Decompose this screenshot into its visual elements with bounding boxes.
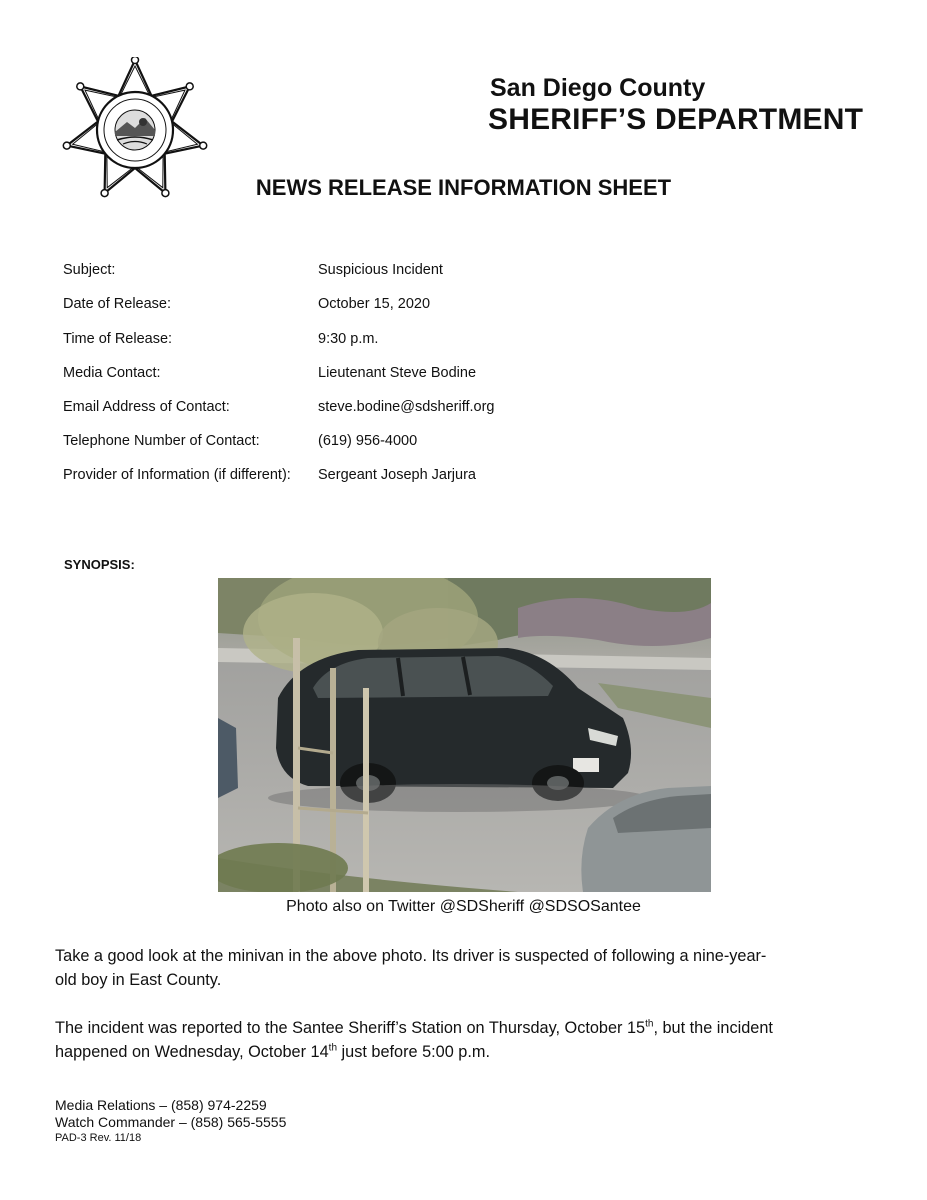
document-title: NEWS RELEASE INFORMATION SHEET [255,175,672,200]
paragraph-line [55,1016,865,1040]
info-label: Time of Release: [63,331,173,347]
footer-media-relations: Media Relations – (858) 974-2259 [55,1097,267,1113]
org-name-line1: San Diego County [490,74,706,102]
body-paragraph-1 [55,944,865,992]
text-span: , but the incident [653,1019,773,1037]
minivan-photo [218,578,711,892]
footer-watch-commander: Watch Commander – (858) 565-5555 [55,1114,287,1130]
paragraph-line [55,1040,865,1064]
info-label: Provider of Information (if different): [63,467,291,483]
info-label: Email Address of Contact: [63,399,230,415]
ordinal-suffix: th [645,1018,654,1030]
photo-caption: Photo also on Twitter @SDSheriff @SDSOSantee [286,898,641,915]
info-label: Subject: [63,262,116,278]
paragraph-line: Take a good look at the minivan in the above photo. Its driver is suspected of following a nine-year- [55,947,767,965]
info-value: Sergeant Joseph Jarjura [318,467,476,483]
synopsis-label: SYNOPSIS: [64,557,135,572]
info-value: 9:30 p.m. [318,331,379,347]
info-value[interactable]: steve.bodine@sdsheriff.org [318,399,495,415]
info-value: Suspicious Incident [318,262,443,278]
info-value: (619) 956-4000 [318,433,418,449]
info-value: Lieutenant Steve Bodine [318,365,477,381]
body-paragraph-2 [55,1016,865,1064]
info-label: Telephone Number of Contact: [63,433,260,449]
ordinal-suffix: th [328,1042,338,1054]
text-span: happened on Wednesday, October 14 [55,1043,329,1061]
org-name-line2: SHERIFF’S DEPARTMENT [488,103,864,136]
info-label: Media Contact: [63,365,161,381]
form-code: PAD-3 Rev. 11/18 [55,1132,142,1144]
paragraph-line: old boy in East County. [55,971,222,989]
info-value: October 15, 2020 [318,296,431,312]
text-span: The incident was reported to the Santee Sheriff’s Station on Thursday, October 15 [55,1019,646,1037]
info-label: Date of Release: [63,296,172,312]
text-span: just before 5:00 p.m. [337,1043,490,1061]
